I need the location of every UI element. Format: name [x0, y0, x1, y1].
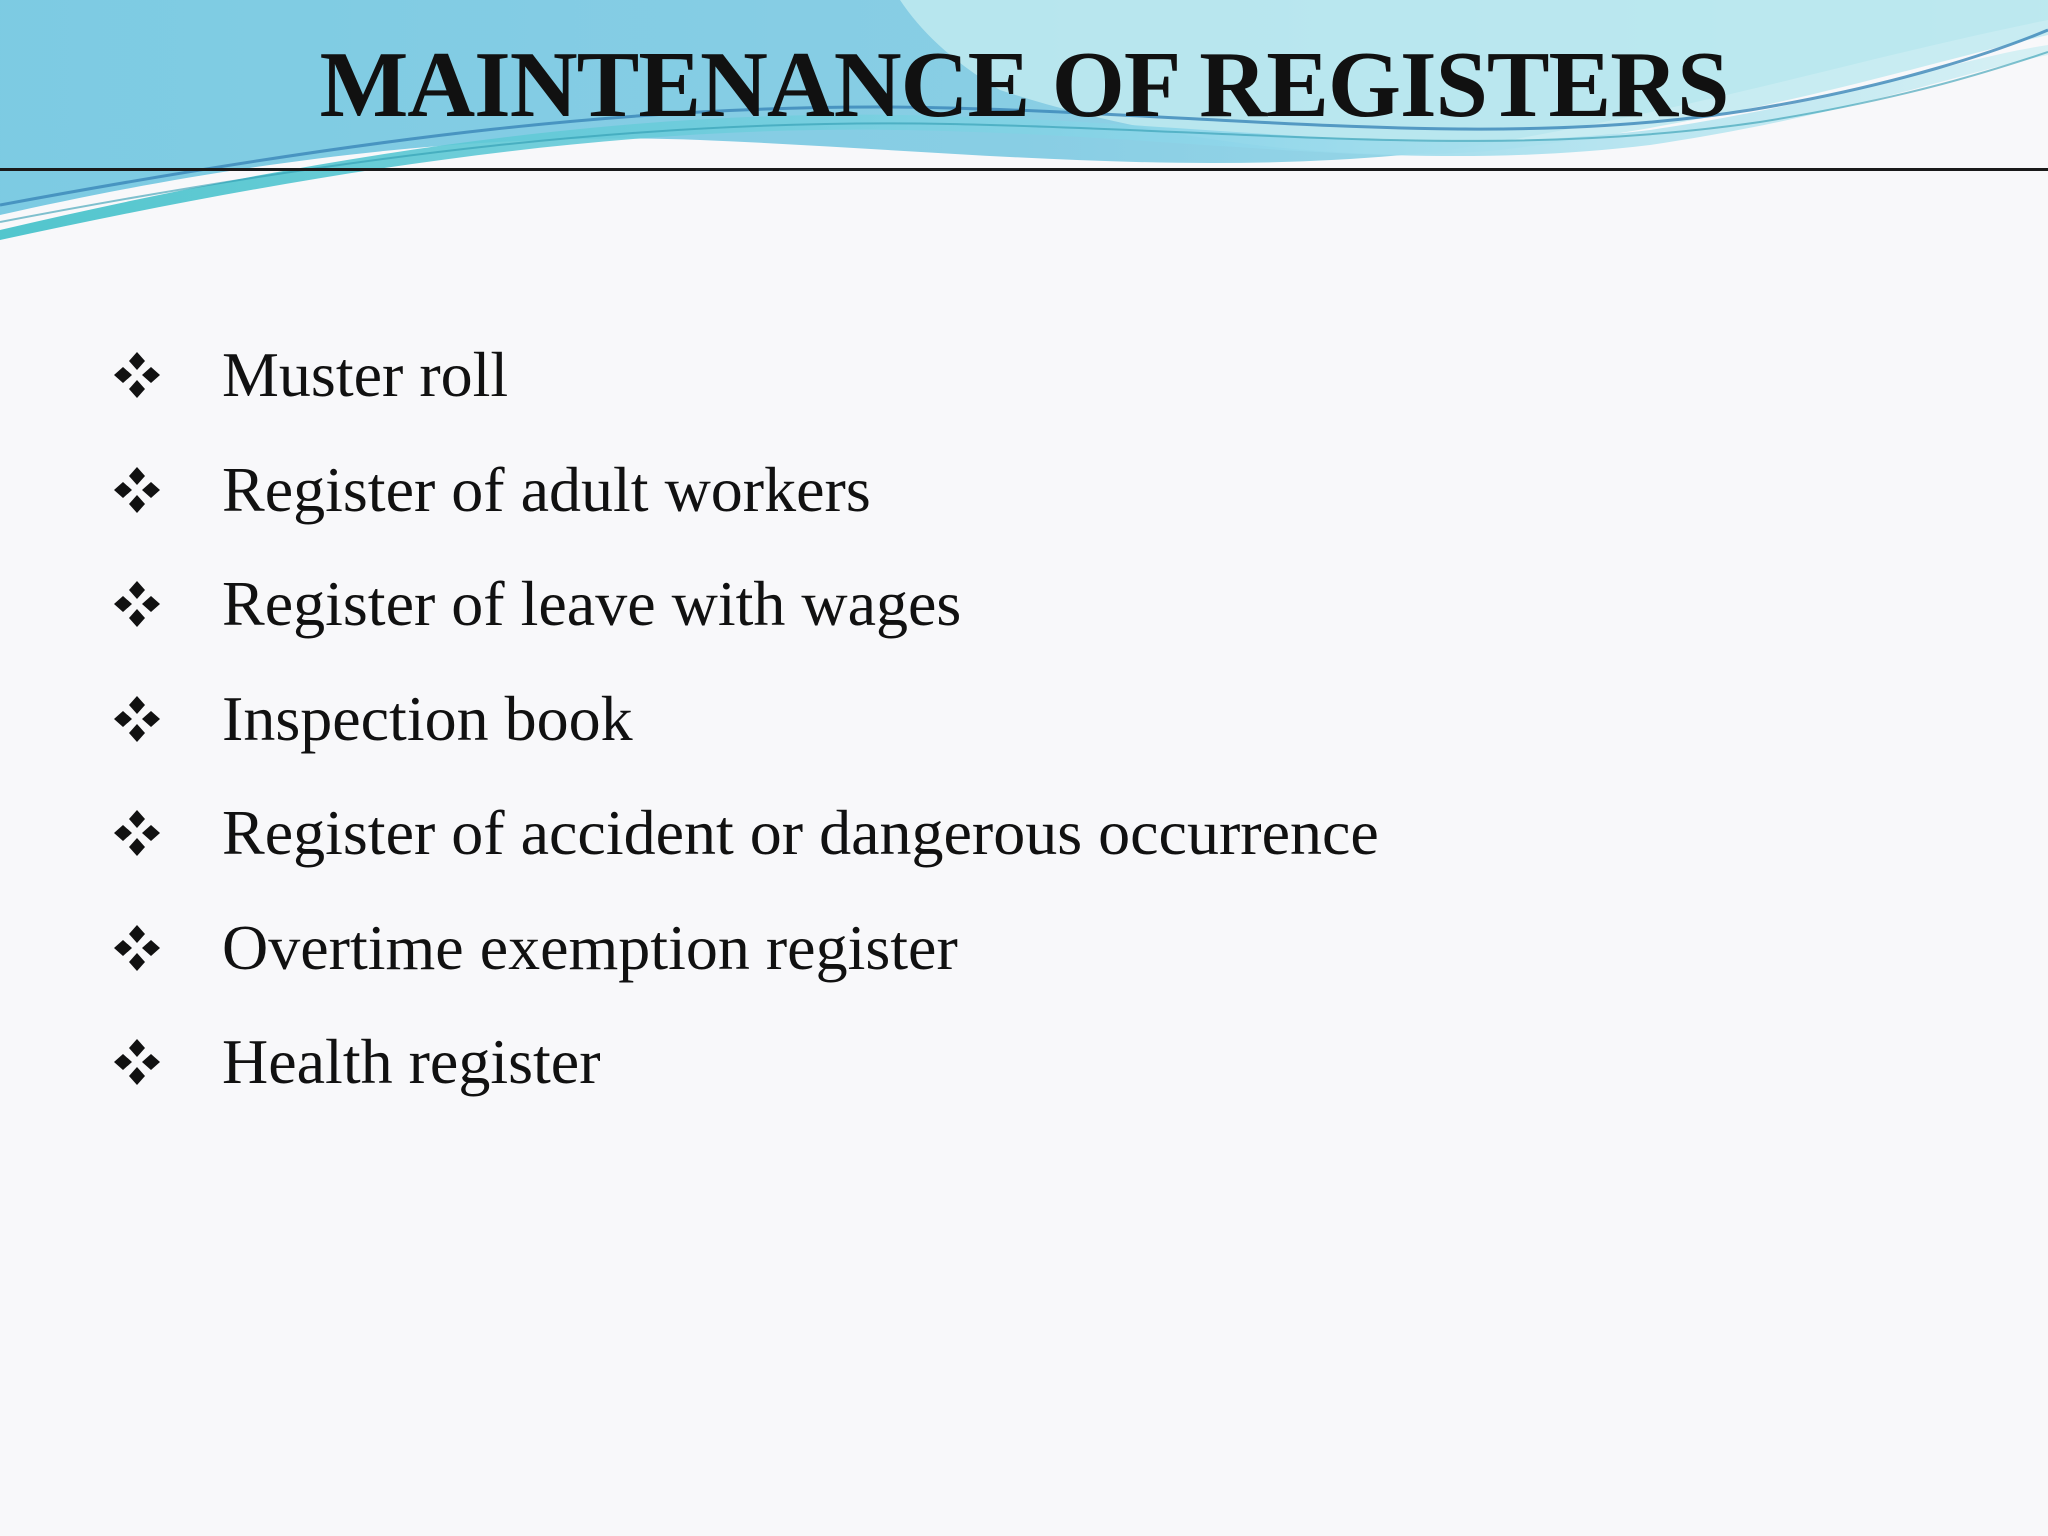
- list-item: [110, 318, 1379, 433]
- list-item-label: Register of leave with wages: [222, 568, 962, 640]
- list-item: [110, 776, 1379, 891]
- four-diamond-bullet-icon: [110, 577, 164, 631]
- register-list: [110, 318, 1379, 1120]
- title-divider: [0, 168, 2048, 171]
- list-item: [110, 433, 1379, 548]
- list-item-label: Register of accident or dangerous occurrence: [222, 797, 1379, 869]
- list-item-label: Overtime exemption register: [222, 911, 958, 983]
- list-item: [110, 547, 1379, 662]
- four-diamond-bullet-icon: [110, 806, 164, 860]
- four-diamond-bullet-icon: [110, 348, 164, 402]
- four-diamond-bullet-icon: [110, 463, 164, 517]
- list-item-label: Muster roll: [222, 339, 509, 411]
- list-item-label: Health register: [222, 1026, 601, 1098]
- four-diamond-bullet-icon: [110, 921, 164, 975]
- four-diamond-bullet-icon: [110, 692, 164, 746]
- list-item: [110, 891, 1379, 1006]
- list-item: [110, 662, 1379, 777]
- list-item: [110, 1005, 1379, 1120]
- four-diamond-bullet-icon: [110, 1035, 164, 1089]
- slide-title: MAINTENANCE OF REGISTERS: [319, 33, 1729, 137]
- list-item-label: Register of adult workers: [222, 453, 871, 525]
- list-item-label: Inspection book: [222, 682, 633, 754]
